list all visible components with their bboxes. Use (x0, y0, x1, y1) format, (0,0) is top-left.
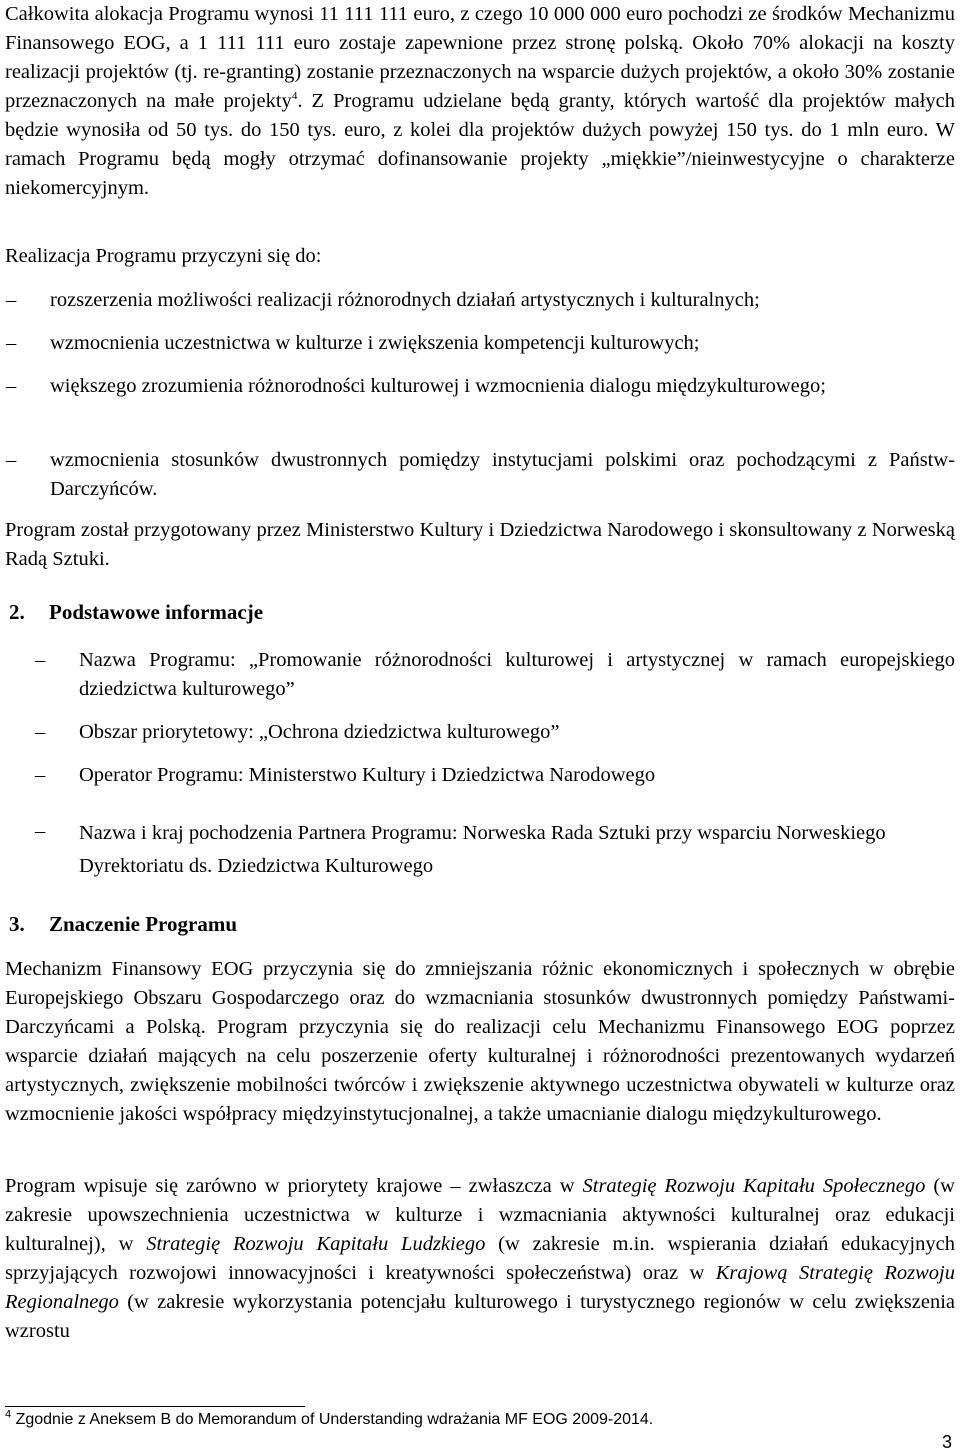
section-title: Znaczenie Programu (49, 912, 237, 936)
allocation-text-part1: Całkowita alokacja Programu wynosi 11 111 111 euro, z czego 10 000 000 euro pochodzi ze środków Mechanizmu Finansowego EOG, a 1 111 111 euro zostaje zapewnione przez stronę polską. Około 70% alokacji na koszty realizacji projektów (tj. re-granting) zostanie przeznaczonych na wsparcie dużych projektów, a około 30% zostanie przeznaczonych na małe projekty (5, 3, 955, 112)
strategy-name: Krajową Strategię Rozwoju Regionalnego (5, 1262, 956, 1313)
goal-item: rozszerzenia możliwości realizacji różnorodnych działań artystycznych i kulturalnych; (50, 289, 760, 311)
realization-intro: Realizacja Programu przyczyni się do: (5, 245, 322, 267)
significance-paragraph: Mechanizm Finansowy EOG przyczynia się do zmniejszania różnic ekonomicznych i społecznych w obrębie Europejskiego Obszaru Gospodarczego oraz do wzmacniania stosunków dwustronnych pomiędzy Państwami-Darczyńcami a Polską. Program przyczynia się do realizacji celu Mechanizmu Finansowego EOG poprzez wsparcie działań mających na celu poszerzenie oferty kulturalnej i różnorodności prezentowanych wydarzeń artystycznych, zwiększenie mobilności twórców i zwiększenie aktywnego uczestnictwa obywateli w kulturze oraz wzmocnienie jakości współpracy międzyinstytucjonalnej, a także umacnianie dialogu międzykulturowego. (5, 958, 955, 1125)
footnote-separator (5, 1406, 305, 1407)
page-number: 3 (941, 1432, 952, 1452)
section-number: 3. (9, 912, 25, 936)
footnote (5, 1408, 653, 1432)
dash-bullet-icon: – (6, 332, 17, 354)
priorities-text: (w zakresie m.in. wspierania działań edukacyjnych sprzyjających rozwojowi innowacyjności i kreatywności społeczeństwa) oraz w (5, 1233, 955, 1284)
program-preparation-paragraph: Program został przygotowany przez Ministerstwo Kultury i Dziedzictwa Narodowego i skonsultowany z Norweską Radą Sztuki. (5, 519, 955, 570)
goal-item: wzmocnienia stosunków dwustronnych pomiędzy instytucjami polskimi oraz pochodzącymi z Państw-Darczyńców. (50, 449, 955, 500)
section-number: 2. (9, 600, 25, 624)
dash-bullet-icon: – (35, 721, 46, 743)
footnote-text: Zgodnie z Aneksem B do Memorandum of Understanding wdrażania MF EOG 2009-2014. (15, 1411, 654, 1428)
info-item-program-name: Nazwa Programu: „Promowanie różnorodności kulturowej i artystycznej w ramach europejskiego dziedzictwa kulturowego” (79, 649, 955, 700)
priorities-paragraph (5, 1172, 955, 1346)
allocation-paragraph (5, 0, 955, 203)
priorities-text: (w zakresie wykorzystania potencjału kulturowego i turystycznego regionów w celu zwiększenia wzrostu (5, 1291, 955, 1342)
section-2-heading (9, 598, 263, 627)
dash-bullet-icon: – (35, 820, 46, 842)
dash-bullet-icon: – (6, 289, 17, 311)
priorities-text: (w zakresie upowszechnienia uczestnictwa w kulturze i wzmacniania aktywności kulturalnej oraz edukacji kulturalnej), w (5, 1175, 955, 1255)
info-item-priority-area: Obszar priorytetowy: „Ochrona dziedzictwa kulturowego” (79, 721, 560, 743)
dash-bullet-icon: – (6, 375, 17, 397)
strategy-name: Strategię Rozwoju Kapitału Ludzkiego (146, 1233, 486, 1255)
footnote-marker: 4 (5, 1408, 12, 1421)
footnote-reference: 4 (291, 90, 298, 103)
dash-bullet-icon: – (35, 649, 46, 671)
allocation-text-part2: . Z Programu udzielane będą granty, których wartość dla projektów małych będzie wynosiła od 50 tys. do 150 tys. euro, z kolei dla projektów dużych powyżej 150 tys. do 1 mln euro. W ramach Programu będą mogły otrzymać dofinansowanie projekty „miękkie”/nieinwestycyjne o charakterze niekomercyjnym. (5, 90, 955, 199)
dash-bullet-icon: – (35, 764, 46, 786)
info-item-operator: Operator Programu: Ministerstwo Kultury i Dziedzictwa Narodowego (79, 764, 656, 786)
goal-item: większego zrozumienia różnorodności kulturowej i wzmocnienia dialogu międzykulturowego; (50, 375, 826, 397)
section-title: Podstawowe informacje (49, 600, 264, 624)
priorities-text: Program wpisuje się zarówno w priorytety krajowe – zwłaszcza w (5, 1175, 583, 1197)
goal-item: wzmocnienia uczestnictwa w kulturze i zwiększenia kompetencji kulturowych; (50, 332, 700, 354)
dash-bullet-icon: – (6, 449, 17, 471)
strategy-name: Strategię Rozwoju Kapitału Społecznego (582, 1175, 926, 1197)
section-3-heading (9, 910, 237, 939)
info-item-partner: Nazwa i kraj pochodzenia Partnera Programu: Norweska Rada Sztuki przy wsparciu Norweskiego Dyrektoriatu ds. Dziedzictwa Kulturowego (79, 822, 886, 877)
